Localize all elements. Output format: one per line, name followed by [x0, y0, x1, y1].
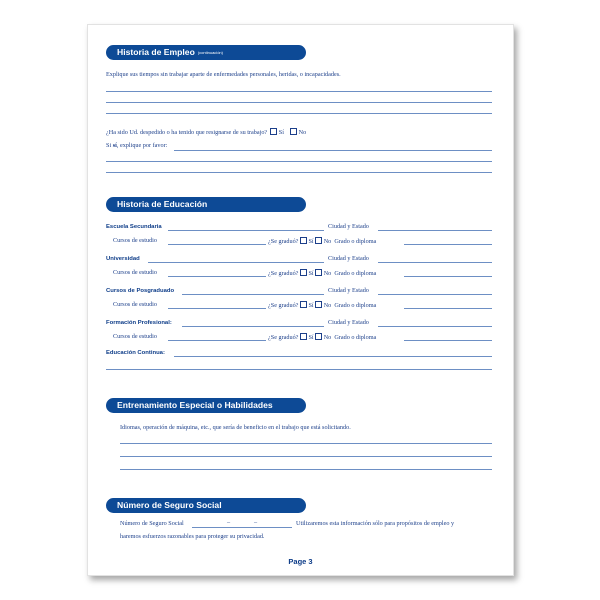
graduated-label: ¿Se graduó? [268, 302, 299, 309]
employment-history-banner [106, 45, 306, 60]
graduated-label: ¿Se graduó? [268, 270, 299, 277]
explain-line-1[interactable] [174, 150, 492, 151]
graduated-label: ¿Se graduó? [268, 334, 299, 341]
graduated-yes-label: Sí [308, 238, 314, 245]
courses-line[interactable] [168, 308, 266, 309]
graduated-group [268, 333, 376, 342]
city-state-line[interactable] [378, 326, 492, 327]
ssn-dash-2: – [254, 519, 258, 526]
fired-yes-checkbox[interactable] [270, 128, 277, 135]
page-number: Page 3 [288, 557, 313, 566]
explain-prefix: Si [106, 142, 113, 149]
fired-no-checkbox[interactable] [290, 128, 297, 135]
ssn-privacy-note-line-1: Utilizaremos esta información sólo para propósitos de empleo y [296, 520, 455, 527]
graduated-yes-checkbox[interactable] [300, 333, 307, 340]
education-row-label: Formación Profesional: [106, 320, 172, 326]
graduated-yes-checkbox[interactable] [300, 269, 307, 276]
fired-question-row [106, 128, 306, 137]
ssn-input-line[interactable] [192, 527, 292, 528]
city-state-label: Ciudad y Estado [328, 223, 369, 230]
graduated-no-checkbox[interactable] [315, 301, 322, 308]
skills-line-2[interactable] [120, 456, 492, 457]
city-state-label: Ciudad y Estado [328, 287, 369, 294]
courses-label: Cursos de estudio [113, 237, 157, 244]
continuing-education-line-2[interactable] [106, 369, 492, 370]
continuing-education-label: Educación Continua: [106, 350, 165, 356]
education-row-label: Escuela Secundaria [106, 224, 162, 230]
city-state-label: Ciudad y Estado [328, 255, 369, 262]
graduated-group [268, 237, 376, 246]
courses-label: Cursos de estudio [113, 301, 157, 308]
employment-gaps-question: Explique sus tiempos sin trabajar aparte de enfermedades personales, heridas, o incapacidades. [106, 71, 341, 78]
education-history-title: Historia de Educación [117, 199, 208, 209]
city-state-line[interactable] [378, 294, 492, 295]
graduated-no-label: No [323, 238, 332, 245]
fired-question: ¿Ha sido Ud. despedido o ha tenido que resignarse de su trabajo? [106, 129, 268, 136]
special-training-title: Entrenamiento Especial o Habilidades [117, 400, 273, 410]
city-state-line[interactable] [378, 262, 492, 263]
courses-line[interactable] [168, 276, 266, 277]
skills-question: Idiomas, operación de máquina, etc., que sería de beneficio en el trabajo que está solicitando. [120, 424, 351, 431]
graduated-yes-label: Sí [308, 270, 314, 277]
degree-line[interactable] [404, 244, 492, 245]
skills-line-1[interactable] [120, 443, 492, 444]
degree-label: Grado o diploma [334, 302, 377, 309]
education-row-label: Cursos de Posgraduado [106, 288, 175, 294]
graduated-yes-label: Sí [308, 302, 314, 309]
graduated-yes-label: Sí [308, 334, 314, 341]
continuing-education-line-1[interactable] [174, 356, 492, 357]
degree-label: Grado o diploma [334, 334, 377, 341]
school-name-line[interactable] [168, 230, 324, 231]
graduated-no-label: No [323, 270, 332, 277]
courses-line[interactable] [168, 244, 266, 245]
school-name-line[interactable] [148, 262, 324, 263]
graduated-yes-checkbox[interactable] [300, 301, 307, 308]
degree-label: Grado o diploma [334, 238, 377, 245]
graduated-yes-checkbox[interactable] [300, 237, 307, 244]
fired-yes-label: Sí [278, 129, 284, 136]
special-training-banner [106, 398, 306, 413]
school-name-line[interactable] [182, 326, 324, 327]
education-history-banner [106, 197, 306, 212]
graduated-no-label: No [323, 302, 332, 309]
ssn-banner [106, 498, 306, 513]
employment-history-title: Historia de Empleo [117, 47, 195, 57]
city-state-label: Ciudad y Estado [328, 319, 369, 326]
explain-suffix: , explique por favor: [116, 142, 168, 149]
school-name-line[interactable] [182, 294, 324, 295]
courses-label: Cursos de estudio [113, 333, 157, 340]
graduated-no-checkbox[interactable] [315, 237, 322, 244]
city-state-line[interactable] [378, 230, 492, 231]
graduated-no-label: No [323, 334, 332, 341]
graduated-no-checkbox[interactable] [315, 333, 322, 340]
ssn-dash-1: – [227, 519, 231, 526]
graduated-group [268, 301, 376, 310]
ssn-privacy-note-line-2: haremos esfuerzos razonables para proteger su privacidad. [120, 533, 265, 540]
employment-gaps-line-2[interactable] [106, 102, 492, 103]
form-page [87, 24, 514, 576]
degree-line[interactable] [404, 340, 492, 341]
employment-gaps-line-1[interactable] [106, 91, 492, 92]
skills-line-3[interactable] [120, 469, 492, 470]
ssn-label: Número de Seguro Social [120, 520, 184, 527]
graduated-group [268, 269, 376, 278]
fired-no-label: No [298, 129, 307, 136]
explain-line-3[interactable] [106, 172, 492, 173]
degree-line[interactable] [404, 308, 492, 309]
ssn-title: Número de Seguro Social [117, 500, 222, 510]
explain-line-2[interactable] [106, 161, 492, 162]
explain-bold: sí [112, 142, 117, 149]
employment-title-note: (continuación) [197, 50, 223, 55]
courses-label: Cursos de estudio [113, 269, 157, 276]
courses-line[interactable] [168, 340, 266, 341]
explain-label [106, 142, 167, 150]
employment-gaps-line-3[interactable] [106, 113, 492, 114]
degree-line[interactable] [404, 276, 492, 277]
graduated-label: ¿Se graduó? [268, 238, 299, 245]
degree-label: Grado o diploma [334, 270, 377, 277]
graduated-no-checkbox[interactable] [315, 269, 322, 276]
education-row-label: Universidad [106, 256, 140, 262]
